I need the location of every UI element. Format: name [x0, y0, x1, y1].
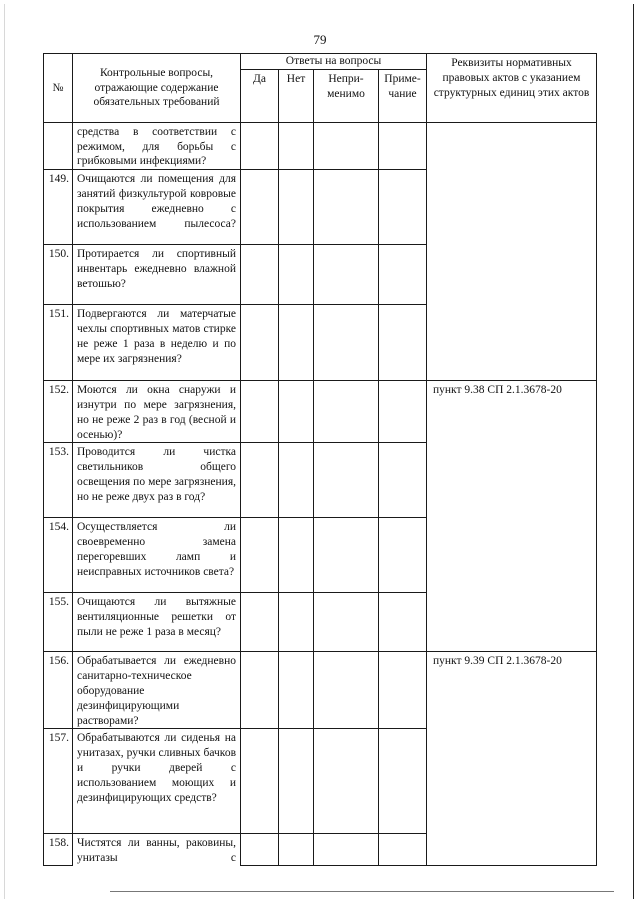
table-row — [44, 305, 597, 381]
row-question: Проводится ли чистка светильников общего освещения по мере загрязнения, но не реже двух раз в год? — [73, 443, 241, 518]
row-number: 150. — [44, 245, 73, 305]
answer-yes-cell — [241, 381, 279, 443]
row-question: Моются ли окна снаружи и изнутри по мере загрязнения, но не реже 2 раз в год (весной и осенью)? — [73, 381, 241, 443]
row-number: 157. — [44, 729, 73, 834]
row-number: 155. — [44, 593, 73, 652]
header-note: Приме-чание — [379, 69, 427, 122]
answer-yes-cell — [241, 443, 279, 518]
header-row — [44, 54, 597, 70]
row-requisite — [427, 518, 597, 593]
answer-no-cell — [279, 443, 314, 518]
answer-na-cell — [314, 834, 379, 866]
row-requisite — [427, 593, 597, 652]
answer-note-cell — [379, 729, 427, 834]
header-not-applicable: Непри-менимо — [314, 69, 379, 122]
answer-na-cell — [314, 122, 379, 169]
header-answers: Ответы на вопросы — [241, 54, 427, 70]
table-row — [44, 122, 597, 169]
page-number: 79 — [313, 32, 327, 47]
answer-no-cell — [279, 170, 314, 245]
answer-no-cell — [279, 834, 314, 866]
answer-note-cell — [379, 122, 427, 169]
row-question: Подвергаются ли матерчатые чехлы спортивных матов стирке не реже 1 раза в неделю и по мере их загрязнения? — [73, 305, 241, 381]
row-question: Обрабатываются ли сиденья на унитазах, ручки сливных бачков и ручки дверей с использованием моющих и дезинфицирующих средств? — [73, 729, 241, 834]
answer-yes-cell — [241, 170, 279, 245]
answer-no-cell — [279, 593, 314, 652]
answer-na-cell — [314, 381, 379, 443]
answer-na-cell — [314, 170, 379, 245]
answer-yes-cell — [241, 834, 279, 866]
answer-na-cell — [314, 652, 379, 729]
table-row — [44, 652, 597, 729]
answer-na-cell — [314, 593, 379, 652]
answer-note-cell — [379, 652, 427, 729]
table-row — [44, 170, 597, 245]
table-row — [44, 443, 597, 518]
answer-yes-cell — [241, 122, 279, 169]
answer-no-cell — [279, 652, 314, 729]
checklist-table — [43, 53, 597, 866]
answer-note-cell — [379, 305, 427, 381]
answer-no-cell — [279, 729, 314, 834]
row-requisite: пункт 9.38 СП 2.1.3678-20 — [427, 381, 597, 443]
answer-note-cell — [379, 170, 427, 245]
row-number: 152. — [44, 381, 73, 443]
header-number: № — [44, 54, 73, 123]
row-number: 154. — [44, 518, 73, 593]
row-number: 153. — [44, 443, 73, 518]
answer-no-cell — [279, 122, 314, 169]
table-row — [44, 518, 597, 593]
answer-note-cell — [379, 245, 427, 305]
answer-note-cell — [379, 518, 427, 593]
answer-note-cell — [379, 834, 427, 866]
answer-yes-cell — [241, 305, 279, 381]
answer-no-cell — [279, 305, 314, 381]
table-row — [44, 593, 597, 652]
table-row — [44, 834, 597, 866]
table-row — [44, 729, 597, 834]
answer-na-cell — [314, 518, 379, 593]
row-number: 158. — [44, 834, 73, 866]
row-requisite — [427, 122, 597, 169]
table-row — [44, 381, 597, 443]
answer-na-cell — [314, 245, 379, 305]
row-number — [44, 122, 73, 169]
answer-yes-cell — [241, 593, 279, 652]
answer-note-cell — [379, 593, 427, 652]
row-question: Протирается ли спортивный инвентарь ежедневно влажной ветошью? — [73, 245, 241, 305]
row-number: 156. — [44, 652, 73, 729]
answer-yes-cell — [241, 245, 279, 305]
row-question: Чистятся ли ванны, раковины, унитазы с — [73, 834, 241, 866]
header-yes: Да — [241, 69, 279, 122]
row-requisite — [427, 170, 597, 245]
answer-no-cell — [279, 518, 314, 593]
header-question: Контрольные вопросы, отражающие содержание обязательных требований — [73, 54, 241, 123]
row-number: 151. — [44, 305, 73, 381]
answer-yes-cell — [241, 518, 279, 593]
row-requisite — [427, 729, 597, 834]
answer-na-cell — [314, 305, 379, 381]
table-row — [44, 245, 597, 305]
row-requisite — [427, 834, 597, 866]
answer-na-cell — [314, 729, 379, 834]
page-bottom-edge — [110, 891, 614, 892]
row-requisite: пункт 9.39 СП 2.1.3678-20 — [427, 652, 597, 729]
answer-yes-cell — [241, 729, 279, 834]
row-question: Обрабатывается ли ежедневно санитарно-техническое оборудование дезинфицирующими растворами? — [73, 652, 241, 729]
answer-note-cell — [379, 443, 427, 518]
answer-no-cell — [279, 245, 314, 305]
answer-note-cell — [379, 381, 427, 443]
row-question: Осуществляется ли своевременно замена перегоревших ламп и неисправных источников света? — [73, 518, 241, 593]
answer-no-cell — [279, 381, 314, 443]
answer-yes-cell — [241, 652, 279, 729]
row-requisite — [427, 443, 597, 518]
row-number: 149. — [44, 170, 73, 245]
answer-na-cell — [314, 443, 379, 518]
row-question: Очищаются ли помещения для занятий физкультурой ковровые покрытия ежедневно с использованием пылесоса? — [73, 170, 241, 245]
header-no: Нет — [279, 69, 314, 122]
header-requisites: Реквизиты нормативных правовых актов с указанием структурных единиц этих актов — [427, 54, 597, 123]
row-requisite — [427, 245, 597, 305]
row-requisite — [427, 305, 597, 381]
row-question: средства в соответствии с режимом, для борьбы с грибковыми инфекциями? — [73, 122, 241, 169]
row-question: Очищаются ли вытяжные вентиляционные решетки от пыли не реже 1 раза в месяц? — [73, 593, 241, 652]
